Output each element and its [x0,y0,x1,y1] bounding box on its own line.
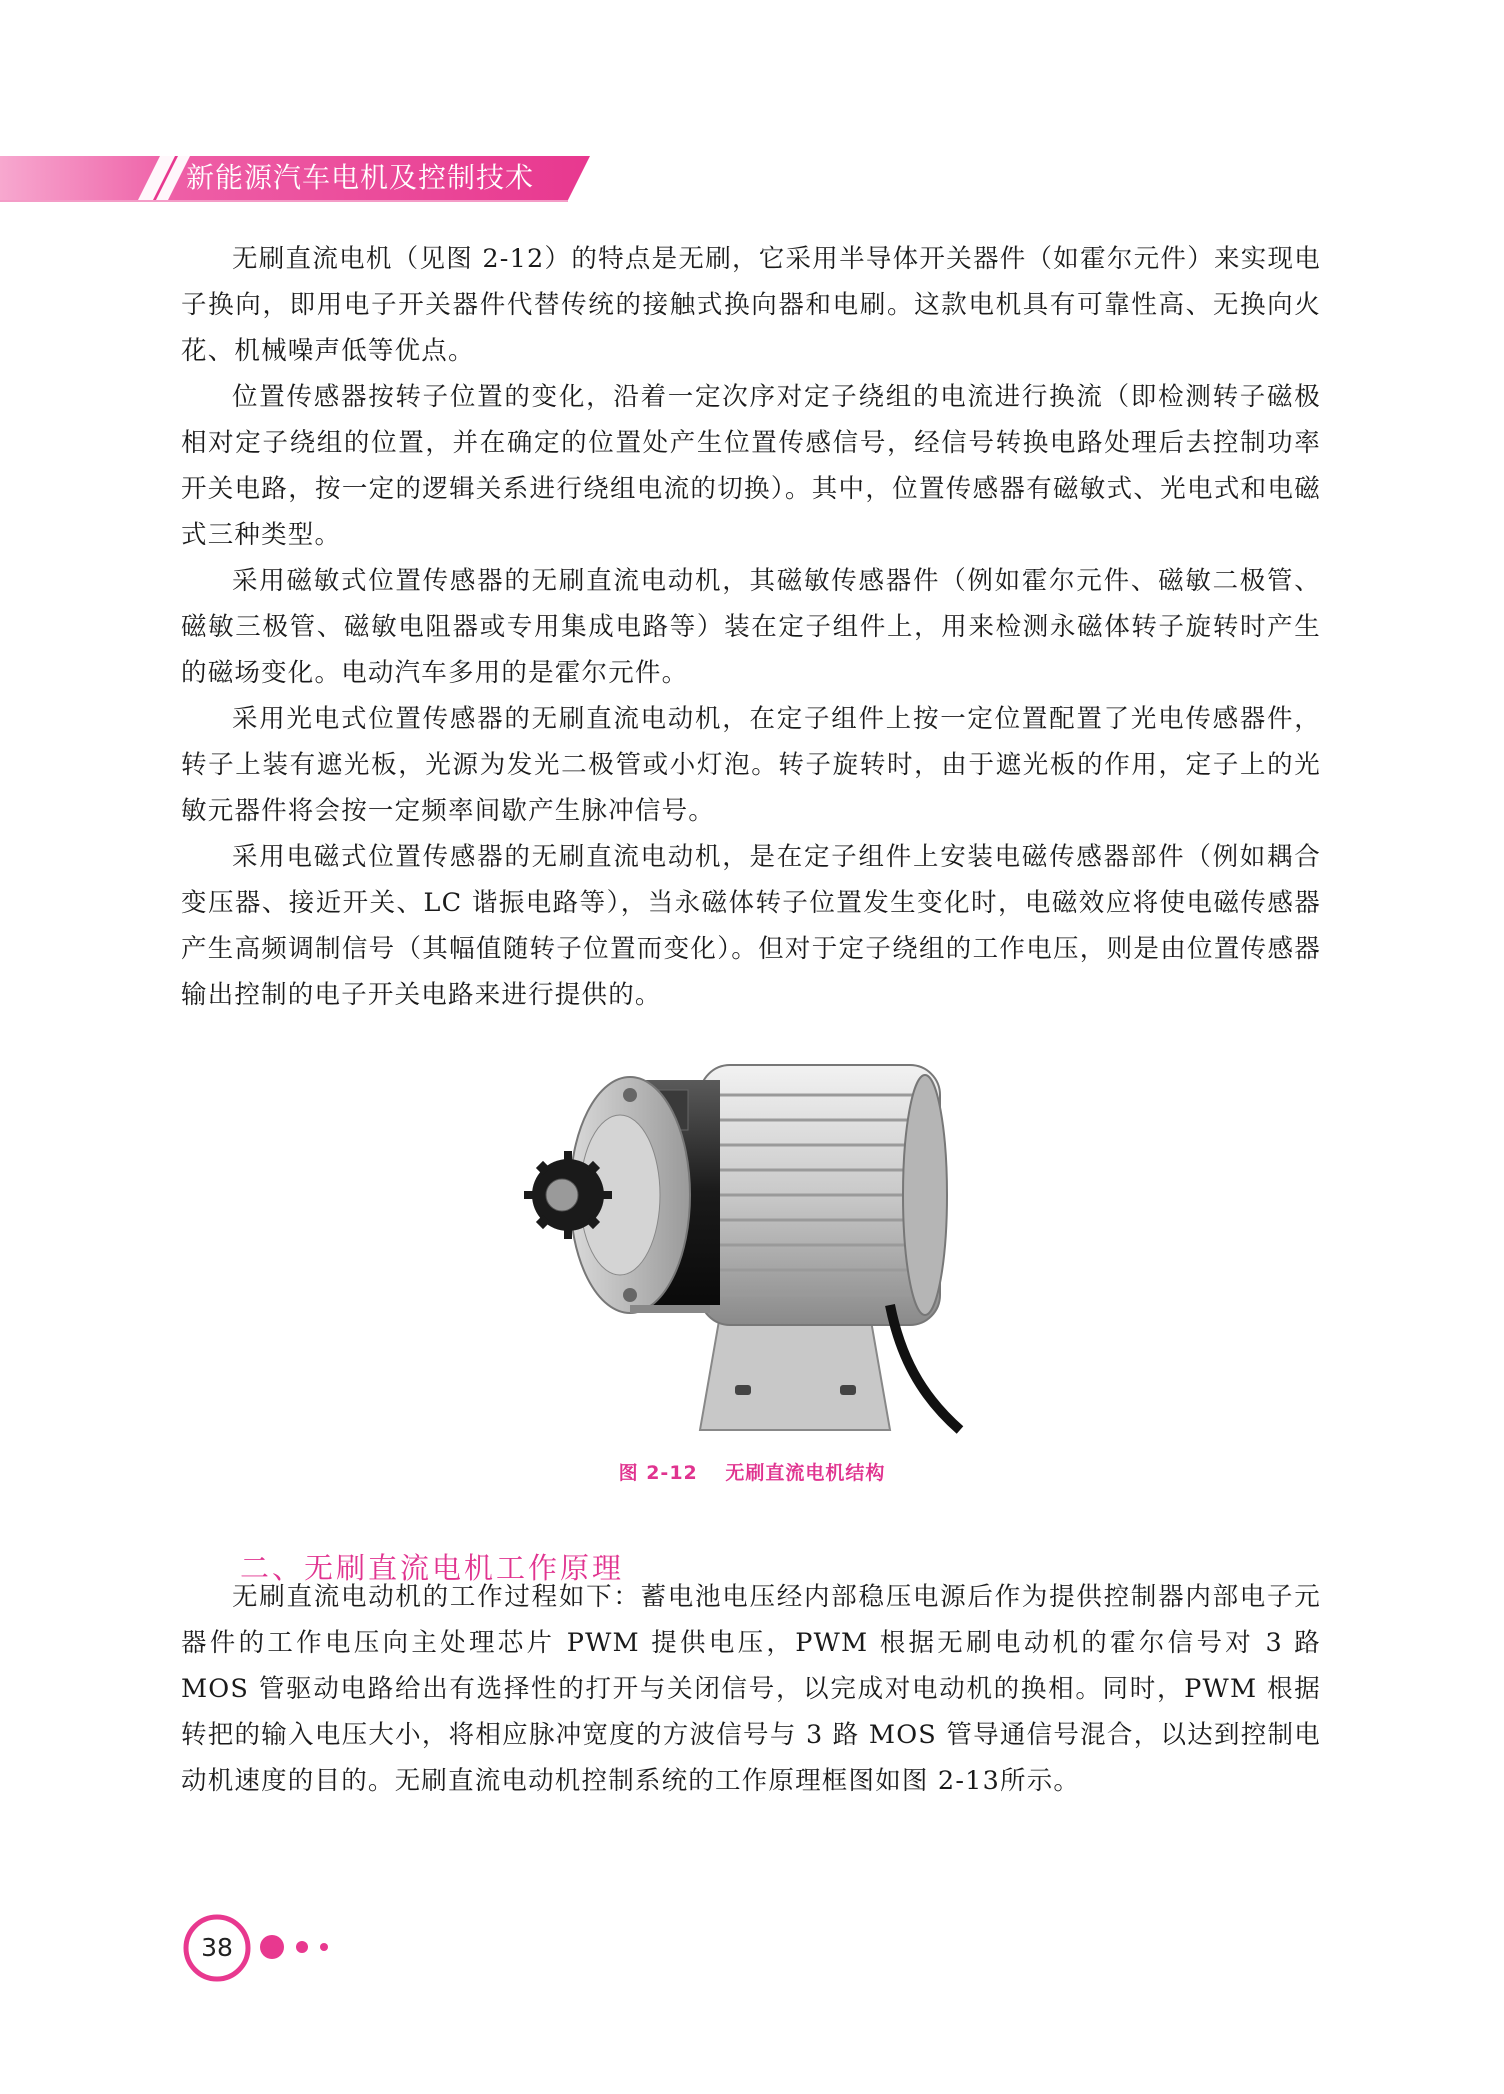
body-text-top [181,236,1321,1018]
paragraph: 无刷直流电动机的工作过程如下：蓄电池电压经内部稳压电源后作为提供控制器内部电子元器件的工作电压向主处理芯片 PWM 提供电压，PWM 根据无刷电动机的霍尔信号对 3 路 MOS 管驱动电路给出有选择性的打开与关闭信号，以完成对电动机的换相。同时，PWM 根据转把的输入电压大小，将相应脉冲宽度的方波信号与 3 路 MOS 管导通信号混合，以达到控制电动机速度的目的。无刷直流电动机控制系统的工作原理框图如图 2-13所示。 [181,1582,1321,1796]
figure-caption [0,1458,1504,1485]
motor-figure [520,1035,970,1435]
figure-title: 无刷直流电机结构 [725,1462,886,1484]
paragraph: 位置传感器按转子位置的变化，沿着一定次序对定子绕组的电流进行换流（即检测转子磁极相对定子绕组的位置，并在确定的位置处产生位置传感信号，经信号转换电路处理后去控制功率开关电路，按一定的逻辑关系进行绕组电流的切换）。其中，位置传感器有磁敏式、光电式和电磁式三种类型。 [181,382,1321,550]
brushless-motor-illustration [520,1035,970,1435]
body-text-bottom [181,1574,1321,1804]
paragraph: 采用电磁式位置传感器的无刷直流电动机，是在定子组件上安装电磁传感器部件（例如耦合变压器、接近开关、LC 谐振电路等），当永磁体转子位置发生变化时，电磁效应将使电磁传感器产生高频调制信号（其幅值随转子位置而变化）。但对于定子绕组的工作电压，则是由位置传感器输出控制的电子开关电路来进行提供的。 [181,842,1321,1010]
decorative-dots [258,1932,338,1962]
book-title: 新能源汽车电机及控制技术 [186,161,535,194]
section-heading: 二、无刷直流电机工作原理 [240,1551,625,1585]
page-number: 38 [201,1933,233,1962]
figure-number: 图 2-12 [618,1462,698,1484]
paragraph: 采用磁敏式位置传感器的无刷直流电动机，其磁敏传感器件（例如霍尔元件、磁敏二极管、磁敏三极管、磁敏电阻器或专用集成电路等）装在定子组件上，用来检测永磁体转子旋转时产生的磁场变化。电动汽车多用的是霍尔元件。 [181,566,1321,688]
paragraph: 无刷直流电机（见图 2-12）的特点是无刷，它采用半导体开关器件（如霍尔元件）来实现电子换向，即用电子开关器件代替传统的接触式换向器和电刷。这款电机具有可靠性高、无换向火花、机械噪声低等优点。 [181,244,1321,366]
paragraph: 采用光电式位置传感器的无刷直流电动机，在定子组件上按一定位置配置了光电传感器件，转子上装有遮光板，光源为发光二极管或小灯泡。转子旋转时，由于遮光板的作用，定子上的光敏元器件将会按一定频率间歇产生脉冲信号。 [181,704,1321,826]
